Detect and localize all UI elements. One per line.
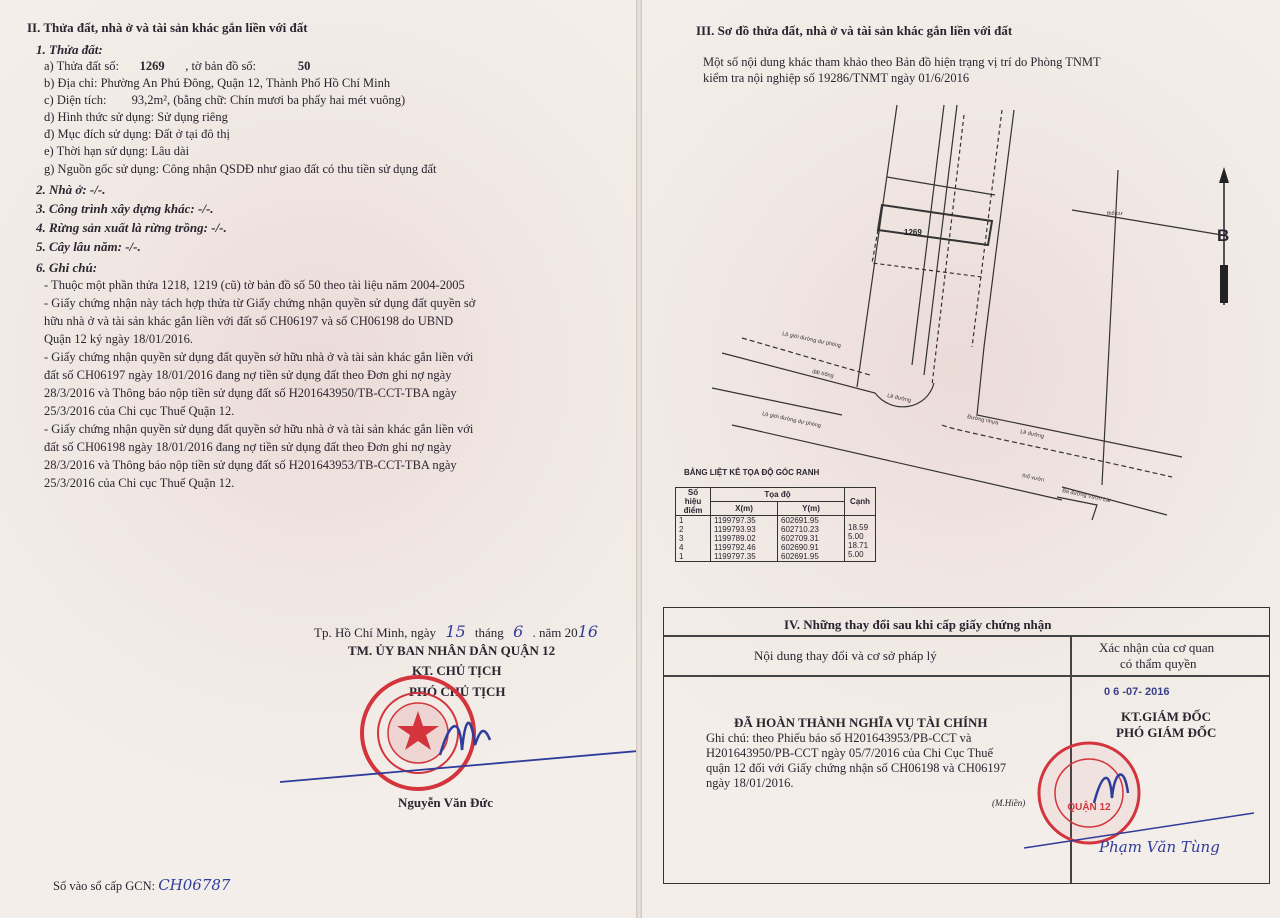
parcel-row bbox=[44, 59, 349, 74]
note-line: 25/3/2016 của Chi cục Thuế Quận 12. bbox=[44, 404, 235, 418]
table-row bbox=[676, 516, 876, 562]
cert-reg-row bbox=[53, 878, 230, 894]
map-label: đất trống bbox=[811, 369, 835, 380]
notes-list bbox=[44, 278, 475, 491]
change-note-line: quận 12 đối với Giấy chứng nhận số CH06198 và CH06197 bbox=[706, 761, 1007, 775]
checker-name: (M.Hiền) bbox=[992, 798, 1026, 808]
point-no: 3 bbox=[679, 534, 684, 543]
y-value: 602691.95 bbox=[781, 516, 819, 525]
point-cell bbox=[676, 516, 711, 562]
confirm-role-1: KT.GIÁM ĐỐC bbox=[1121, 709, 1212, 724]
change-note-line: H201643950/PB-CCT ngày 05/7/2016 của Chi Cục Thuế bbox=[706, 746, 994, 760]
point-no: 2 bbox=[679, 525, 684, 534]
edge-value: 5.00 bbox=[848, 549, 864, 559]
area-value: 93,2m², (bằng chữ: Chín mươi ba phẩy hai mét vuông) bbox=[131, 93, 406, 107]
divider bbox=[664, 635, 1269, 637]
note-line: 25/3/2016 của Chi cục Thuế Quận 12. bbox=[44, 476, 235, 490]
point-no: 4 bbox=[679, 543, 684, 552]
map-label: thổ cư bbox=[1107, 211, 1123, 217]
authority-line-2: KT. CHỦ TỊCH bbox=[412, 663, 502, 678]
sign-day: 15 bbox=[445, 622, 466, 641]
edge-cell bbox=[845, 516, 876, 562]
change-heading: ĐÃ HOÀN THÀNH NGHĨA VỤ TÀI CHÍNH bbox=[734, 715, 988, 730]
x-value: 1199793.93 bbox=[714, 525, 756, 534]
y-value: 602691.95 bbox=[781, 552, 819, 561]
y-value: 602690.91 bbox=[781, 543, 819, 552]
usage-form: d) Hình thức sử dụng: Sử dụng riêng bbox=[44, 110, 228, 124]
header-point-no: Số hiệu điểm bbox=[676, 488, 711, 516]
note-line: đất số CH06197 ngày 18/01/2016 đang nợ tiền sử dụng đất theo Đơn ghi nợ ngày bbox=[44, 368, 452, 382]
map-label: thổ vườn bbox=[1021, 473, 1045, 484]
cert-reg-label: Số vào sổ cấp GCN: bbox=[53, 879, 156, 893]
x-cell bbox=[711, 516, 778, 562]
map-label: , tờ bản đồ số: bbox=[185, 59, 257, 73]
note-line: 28/3/2016 và Thông báo nộp tiền sử dụng đất số H201643953/TB-CCT-TBA ngày bbox=[44, 458, 457, 472]
reference-line-2: kiểm tra nội nghiệp số 19286/TNMT ngày 01/6/2016 bbox=[703, 71, 970, 85]
signer-name: Nguyễn Văn Đức bbox=[398, 795, 493, 810]
confirm-date-stamp: 0 6 -07- 2016 bbox=[1104, 686, 1170, 698]
x-value: 1199797.35 bbox=[714, 552, 756, 561]
area-row bbox=[44, 93, 405, 108]
point-no: 1 bbox=[679, 516, 684, 525]
note-line: - Thuộc một phần thửa 1218, 1219 (cũ) tờ bản đồ số 50 theo tài liệu năm 2004-2005 bbox=[44, 278, 465, 292]
other-works-item: 3. Công trình xây dựng khác: -/-. bbox=[36, 201, 214, 216]
change-note-line: ngày 18/01/2016. bbox=[706, 776, 794, 790]
coordinate-table bbox=[675, 487, 876, 562]
section-ii-title: II. Thửa đất, nhà ở và tài sản khác gắn liền với đất bbox=[27, 20, 308, 35]
header-x: X(m) bbox=[711, 502, 778, 516]
coord-table-title: BẢNG LIỆT KÊ TỌA ĐỘ GÓC RANH bbox=[684, 468, 820, 477]
note-line: Quận 12 ký ngày 18/01/2016. bbox=[44, 332, 193, 346]
divider bbox=[664, 675, 1269, 677]
changes-section bbox=[663, 607, 1270, 884]
usage-purpose: đ) Mục đích sử dụng: Đất ở tại đô thị bbox=[44, 127, 230, 141]
north-label: B bbox=[1217, 226, 1230, 245]
address: b) Địa chỉ: Phường An Phú Đông, Quận 12, Thành Phố Hồ Chí Minh bbox=[44, 76, 391, 90]
confirm-role-2: PHÓ GIÁM ĐỐC bbox=[1116, 725, 1217, 740]
area-label: c) Diện tích: bbox=[44, 93, 107, 107]
note-line: 28/3/2016 và Thông báo nộp tiền sử dụng đất số H201643950/TB-CCT-TBA ngày bbox=[44, 386, 457, 400]
note-line: - Giấy chứng nhận quyền sử dụng đất quyền sở hữu nhà ở và tài sản khác gắn liền với bbox=[44, 422, 474, 436]
usage-origin: g) Nguồn gốc sử dụng: Công nhận QSDĐ như giao đất có thu tiền sử dụng đất bbox=[44, 162, 437, 176]
sign-month: 6 bbox=[513, 622, 524, 641]
parcel-number: 1269 bbox=[139, 59, 165, 73]
sign-year-label: . năm 20 bbox=[532, 625, 578, 640]
change-note-line: Ghi chú: theo Phiếu báo số H201643953/PB-CCT và bbox=[706, 731, 972, 745]
header-coord: Tọa độ bbox=[711, 488, 845, 502]
header-edge: Cạnh bbox=[845, 488, 876, 516]
x-value: 1199792.46 bbox=[714, 543, 756, 552]
district-seal-text: QUẬN 12 bbox=[1067, 802, 1111, 813]
notes-heading: 6. Ghi chú: bbox=[36, 260, 98, 275]
sign-year: 16 bbox=[577, 622, 598, 641]
signature-mark bbox=[270, 700, 660, 790]
cert-reg-number: CH06787 bbox=[158, 876, 231, 894]
map-label: Lề đường bbox=[1019, 429, 1045, 440]
y-value: 602710.23 bbox=[781, 525, 819, 534]
perennial-item: 5. Cây lâu năm: -/-. bbox=[36, 239, 141, 254]
col-confirm-header-1: Xác nhận của cơ quan bbox=[1099, 640, 1215, 655]
col-confirm-header-2: có thẩm quyền bbox=[1120, 656, 1197, 671]
note-line: - Giấy chứng nhận quyền sử dụng đất quyền sở hữu nhà ở và tài sản khác gắn liền với bbox=[44, 350, 474, 364]
y-value: 602709.31 bbox=[781, 534, 819, 543]
header-y: Y(m) bbox=[778, 502, 845, 516]
edge-value: 5.00 bbox=[848, 531, 864, 541]
house-item: 2. Nhà ở: -/-. bbox=[36, 182, 106, 197]
sign-date bbox=[314, 624, 598, 640]
section-iii-title: III. Sơ đồ thửa đất, nhà ở và tài sản khác gắn liền với đất bbox=[696, 23, 1013, 38]
reference-line-1: Một số nội dung khác tham khảo theo Bản đồ hiện trạng vị trí do Phòng TNMT bbox=[703, 55, 1101, 69]
x-value: 1199797.35 bbox=[714, 516, 756, 525]
map-label: Lề đường bbox=[886, 393, 912, 404]
note-line: hữu nhà ở và tài sản khác gắn liền với đất số CH06197 và số CH06198 do UBND bbox=[44, 314, 454, 328]
changes-title: IV. Những thay đổi sau khi cấp giấy chứng nhận bbox=[784, 617, 1052, 632]
sign-date-prefix: Tp. Hồ Chí Minh, ngày bbox=[314, 625, 437, 640]
edge-value: 18.71 bbox=[848, 540, 869, 550]
change-note bbox=[706, 731, 1006, 791]
authority-line-1: TM. ỦY BAN NHÂN DÂN QUẬN 12 bbox=[348, 643, 556, 658]
cadastral-map bbox=[702, 85, 1222, 525]
map-label: Lộ giới đường dự phóng bbox=[761, 411, 822, 430]
note-line: - Giấy chứng nhận này tách hợp thửa từ Giấy chứng nhận quyền sử dụng đất quyền sở bbox=[44, 296, 476, 310]
land-heading: 1. Thửa đất: bbox=[36, 42, 103, 57]
confirm-signature-mark bbox=[1014, 743, 1264, 853]
edge-value: 18.59 bbox=[848, 522, 869, 532]
note-line: đất số CH06198 ngày 18/01/2016 đang nợ tiền sử dụng đất theo Đơn ghi nợ ngày bbox=[44, 440, 452, 454]
map-parcel-label: 1269 bbox=[904, 228, 922, 237]
col-content-header: Nội dung thay đổi và cơ sở pháp lý bbox=[754, 648, 937, 663]
map-label: Ba đường Vườn Lài bbox=[1061, 488, 1111, 505]
x-value: 1199789.02 bbox=[714, 534, 756, 543]
forest-item: 4. Rừng sản xuất là rừng trồng: -/-. bbox=[36, 220, 227, 235]
usage-term: e) Thời hạn sử dụng: Lâu dài bbox=[44, 144, 190, 158]
y-cell bbox=[778, 516, 845, 562]
point-no: 1 bbox=[679, 552, 684, 561]
map-label: Đường nhựa bbox=[966, 414, 999, 427]
sign-month-label: tháng bbox=[474, 625, 504, 640]
map-label: Lộ giới đường dự phóng bbox=[781, 331, 842, 350]
authority-line-3: PHÓ CHỦ TỊCH bbox=[409, 684, 506, 699]
confirm-signer: Phạm Văn Tùng bbox=[1099, 838, 1220, 856]
parcel-label: a) Thửa đất số: bbox=[44, 59, 119, 73]
left-page bbox=[0, 0, 636, 918]
map-number: 50 bbox=[297, 59, 311, 73]
